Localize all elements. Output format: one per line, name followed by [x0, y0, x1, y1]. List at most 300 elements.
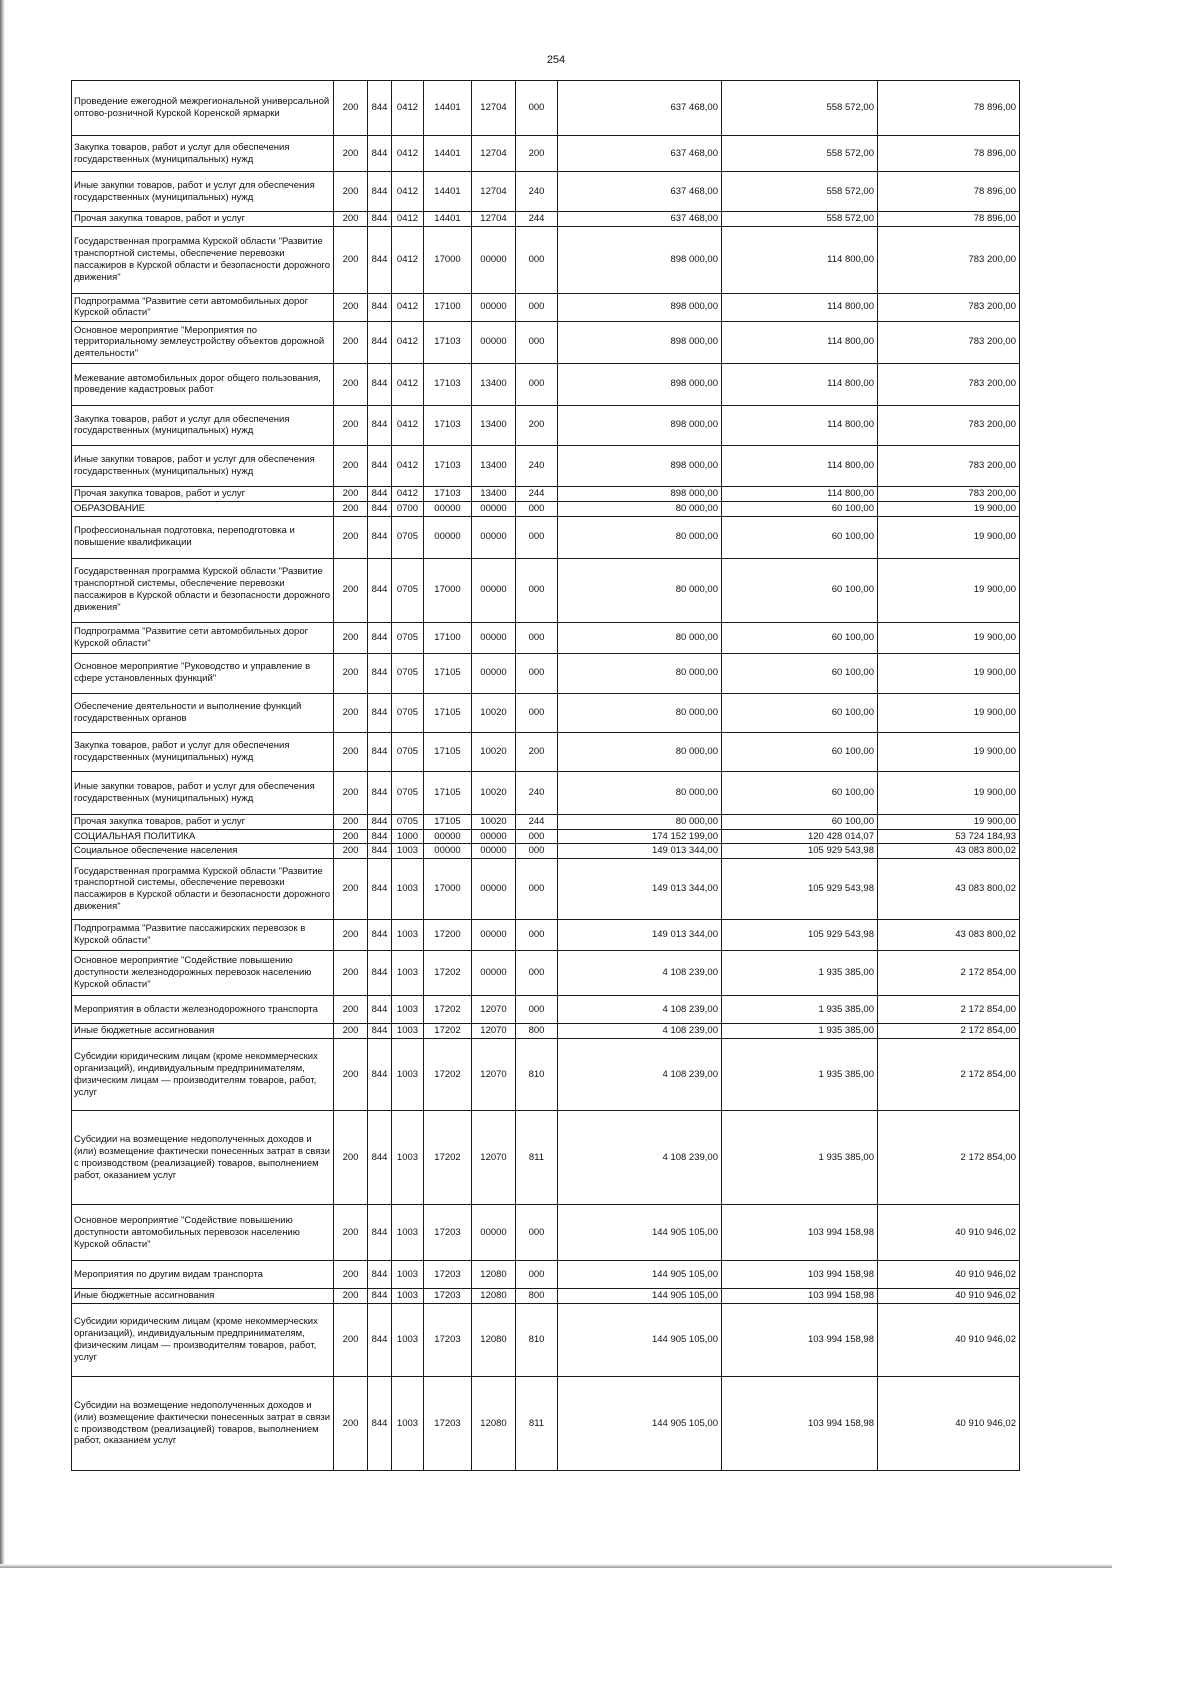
row-code-2: 844: [368, 226, 392, 293]
row-amount-2: 60 100,00: [722, 732, 878, 771]
row-code-6: 000: [516, 920, 558, 951]
row-code-3: 0412: [392, 172, 424, 212]
row-code-1: 200: [334, 212, 368, 227]
table-row: [72, 622, 1020, 653]
row-code-1: 200: [334, 172, 368, 212]
table-row: [72, 136, 1020, 172]
row-amount-2: 103 994 158,98: [722, 1261, 878, 1289]
row-code-5: 10020: [472, 732, 516, 771]
row-amount-3: 78 896,00: [878, 172, 1020, 212]
row-code-3: 1003: [392, 996, 424, 1024]
row-code-3: 1003: [392, 1261, 424, 1289]
row-code-4: 17103: [424, 321, 472, 363]
row-code-2: 844: [368, 516, 392, 558]
row-code-2: 844: [368, 1205, 392, 1261]
row-code-6: 240: [516, 445, 558, 486]
table-row: [72, 501, 1020, 516]
row-name: Обеспечение деятельности и выполнение функций государственных органов: [72, 693, 334, 732]
row-code-1: 200: [334, 293, 368, 321]
row-code-4: 17202: [424, 951, 472, 996]
row-amount-1: 144 905 105,00: [558, 1377, 722, 1471]
row-code-2: 844: [368, 445, 392, 486]
row-code-4: 17202: [424, 1039, 472, 1111]
row-code-1: 200: [334, 653, 368, 693]
row-amount-2: 103 994 158,98: [722, 1304, 878, 1377]
row-code-2: 844: [368, 920, 392, 951]
row-name: Подпрограмма "Развитие сети автомобильных дорог Курской области": [72, 293, 334, 321]
row-amount-3: 2 172 854,00: [878, 1024, 1020, 1039]
row-amount-1: 898 000,00: [558, 445, 722, 486]
row-code-6: 200: [516, 136, 558, 172]
row-name: Основное мероприятие "Содействие повышению доступности железнодорожных перевозок населению Курской области": [72, 951, 334, 996]
row-amount-1: 637 468,00: [558, 172, 722, 212]
row-amount-1: 4 108 239,00: [558, 1039, 722, 1111]
row-amount-2: 60 100,00: [722, 693, 878, 732]
row-amount-3: 2 172 854,00: [878, 1039, 1020, 1111]
table-row: [72, 920, 1020, 951]
row-code-1: 200: [334, 920, 368, 951]
row-code-6: 200: [516, 732, 558, 771]
row-code-3: 0705: [392, 516, 424, 558]
row-name: Прочая закупка товаров, работ и услуг: [72, 486, 334, 501]
row-code-1: 200: [334, 363, 368, 405]
row-name: Основное мероприятие "Мероприятия по территориальному землеустройству объектов дорожной деятельности": [72, 321, 334, 363]
row-code-2: 844: [368, 172, 392, 212]
table-row: [72, 1024, 1020, 1039]
row-amount-2: 1 935 385,00: [722, 951, 878, 996]
row-code-3: 0705: [392, 771, 424, 814]
row-code-3: 0705: [392, 653, 424, 693]
row-code-3: 0700: [392, 501, 424, 516]
row-code-4: 17202: [424, 1024, 472, 1039]
row-amount-1: 144 905 105,00: [558, 1205, 722, 1261]
row-code-4: 17000: [424, 226, 472, 293]
row-amount-3: 2 172 854,00: [878, 951, 1020, 996]
row-code-2: 844: [368, 321, 392, 363]
row-code-5: 00000: [472, 293, 516, 321]
row-code-4: 17203: [424, 1289, 472, 1304]
row-amount-1: 80 000,00: [558, 501, 722, 516]
row-code-2: 844: [368, 1039, 392, 1111]
row-name: Профессиональная подготовка, переподготовка и повышение квалификации: [72, 516, 334, 558]
row-name: Прочая закупка товаров, работ и услуг: [72, 814, 334, 829]
row-name: Иные закупки товаров, работ и услуг для обеспечения государственных (муниципальных) нужд: [72, 172, 334, 212]
row-code-2: 844: [368, 693, 392, 732]
row-code-6: 240: [516, 771, 558, 814]
row-code-2: 844: [368, 1304, 392, 1377]
row-code-3: 0412: [392, 363, 424, 405]
row-amount-2: 1 935 385,00: [722, 1024, 878, 1039]
row-amount-2: 558 572,00: [722, 136, 878, 172]
row-amount-3: 19 900,00: [878, 771, 1020, 814]
row-name: Подпрограмма "Развитие сети автомобильных дорог Курской области": [72, 622, 334, 653]
row-code-5: 13400: [472, 486, 516, 501]
row-name: Социальное обеспечение населения: [72, 844, 334, 859]
row-code-3: 0705: [392, 558, 424, 622]
table-row: [72, 1205, 1020, 1261]
row-code-4: 17203: [424, 1205, 472, 1261]
table-row: [72, 951, 1020, 996]
row-amount-3: 43 083 800,02: [878, 920, 1020, 951]
row-code-6: 240: [516, 172, 558, 212]
row-code-4: 17203: [424, 1261, 472, 1289]
row-amount-2: 60 100,00: [722, 501, 878, 516]
row-amount-1: 80 000,00: [558, 814, 722, 829]
row-code-5: 12080: [472, 1377, 516, 1471]
row-code-3: 1003: [392, 1289, 424, 1304]
row-name: Субсидии юридическим лицам (кроме некоммерческих организаций), индивидуальным предпринимателям, физическим лицам — производителям товаров, работ, услуг: [72, 1039, 334, 1111]
row-amount-2: 114 800,00: [722, 321, 878, 363]
row-code-3: 1003: [392, 1377, 424, 1471]
row-code-1: 200: [334, 732, 368, 771]
row-amount-3: 19 900,00: [878, 693, 1020, 732]
row-code-4: 17105: [424, 814, 472, 829]
row-code-1: 200: [334, 501, 368, 516]
row-amount-2: 558 572,00: [722, 81, 878, 136]
row-name: СОЦИАЛЬНАЯ ПОЛИТИКА: [72, 829, 334, 844]
row-amount-3: 783 200,00: [878, 293, 1020, 321]
row-code-4: 17100: [424, 622, 472, 653]
row-code-1: 200: [334, 321, 368, 363]
row-code-3: 1003: [392, 859, 424, 920]
row-code-1: 200: [334, 81, 368, 136]
row-amount-3: 2 172 854,00: [878, 1111, 1020, 1205]
row-code-5: 00000: [472, 859, 516, 920]
table-row: [72, 405, 1020, 445]
row-amount-3: 53 724 184,93: [878, 829, 1020, 844]
table-row: [72, 771, 1020, 814]
row-code-3: 0412: [392, 405, 424, 445]
row-name: Закупка товаров, работ и услуг для обеспечения государственных (муниципальных) нужд: [72, 136, 334, 172]
row-amount-3: 78 896,00: [878, 81, 1020, 136]
row-code-4: 00000: [424, 829, 472, 844]
row-name: Закупка товаров, работ и услуг для обеспечения государственных (муниципальных) нужд: [72, 732, 334, 771]
row-name: ОБРАЗОВАНИЕ: [72, 501, 334, 516]
row-code-1: 200: [334, 693, 368, 732]
row-amount-3: 19 900,00: [878, 501, 1020, 516]
row-amount-3: 43 083 800,02: [878, 859, 1020, 920]
row-amount-1: 80 000,00: [558, 771, 722, 814]
row-code-5: 00000: [472, 501, 516, 516]
row-code-6: 800: [516, 1289, 558, 1304]
row-code-4: 17203: [424, 1304, 472, 1377]
row-code-6: 244: [516, 814, 558, 829]
row-amount-3: 2 172 854,00: [878, 996, 1020, 1024]
row-code-1: 200: [334, 1261, 368, 1289]
table-row: [72, 516, 1020, 558]
row-code-3: 0705: [392, 693, 424, 732]
row-code-3: 0705: [392, 814, 424, 829]
row-name: Мероприятия в области железнодорожного транспорта: [72, 996, 334, 1024]
row-code-1: 200: [334, 136, 368, 172]
row-code-5: 12704: [472, 136, 516, 172]
row-code-3: 1003: [392, 920, 424, 951]
row-amount-2: 60 100,00: [722, 622, 878, 653]
table-row: [72, 859, 1020, 920]
row-amount-2: 103 994 158,98: [722, 1289, 878, 1304]
row-code-6: 200: [516, 405, 558, 445]
row-code-6: 000: [516, 363, 558, 405]
row-amount-2: 60 100,00: [722, 516, 878, 558]
row-code-3: 0412: [392, 212, 424, 227]
row-code-5: 00000: [472, 1205, 516, 1261]
row-amount-1: 144 905 105,00: [558, 1304, 722, 1377]
row-amount-3: 19 900,00: [878, 653, 1020, 693]
row-code-5: 00000: [472, 844, 516, 859]
row-amount-1: 637 468,00: [558, 81, 722, 136]
row-code-5: 10020: [472, 771, 516, 814]
table-row: [72, 1261, 1020, 1289]
row-name: Иные закупки товаров, работ и услуг для обеспечения государственных (муниципальных) нужд: [72, 445, 334, 486]
row-amount-2: 120 428 014,07: [722, 829, 878, 844]
row-amount-1: 4 108 239,00: [558, 1111, 722, 1205]
row-code-1: 200: [334, 844, 368, 859]
row-code-5: 12704: [472, 81, 516, 136]
row-code-1: 200: [334, 814, 368, 829]
row-code-2: 844: [368, 653, 392, 693]
row-code-2: 844: [368, 829, 392, 844]
row-amount-1: 898 000,00: [558, 405, 722, 445]
table-row: [72, 996, 1020, 1024]
row-code-1: 200: [334, 1111, 368, 1205]
row-amount-2: 105 929 543,98: [722, 920, 878, 951]
row-amount-3: 783 200,00: [878, 445, 1020, 486]
row-code-3: 0412: [392, 321, 424, 363]
row-code-2: 844: [368, 486, 392, 501]
row-code-1: 200: [334, 226, 368, 293]
row-name: Основное мероприятие "Руководство и управление в сфере установленных функций": [72, 653, 334, 693]
row-amount-3: 19 900,00: [878, 814, 1020, 829]
row-code-6: 000: [516, 996, 558, 1024]
row-code-4: 17103: [424, 363, 472, 405]
row-amount-1: 149 013 344,00: [558, 920, 722, 951]
row-code-3: 1003: [392, 1304, 424, 1377]
table-row: [72, 653, 1020, 693]
row-code-2: 844: [368, 81, 392, 136]
row-amount-2: 1 935 385,00: [722, 996, 878, 1024]
row-code-4: 00000: [424, 844, 472, 859]
row-code-1: 200: [334, 1024, 368, 1039]
row-code-3: 0412: [392, 293, 424, 321]
row-code-5: 12704: [472, 172, 516, 212]
row-code-6: 000: [516, 1205, 558, 1261]
row-code-5: 12080: [472, 1289, 516, 1304]
row-code-5: 13400: [472, 405, 516, 445]
row-amount-2: 1 935 385,00: [722, 1039, 878, 1111]
row-code-2: 844: [368, 951, 392, 996]
row-name: Субсидии на возмещение недополученных доходов и (или) возмещение фактически понесенных затрат в связи с производством (реализацией) товаров, выполнением работ, оказанием услуг: [72, 1111, 334, 1205]
row-code-6: 244: [516, 486, 558, 501]
table-row: [72, 363, 1020, 405]
row-code-5: 00000: [472, 321, 516, 363]
row-code-2: 844: [368, 844, 392, 859]
row-amount-2: 114 800,00: [722, 486, 878, 501]
row-code-6: 000: [516, 653, 558, 693]
row-name: Иные закупки товаров, работ и услуг для обеспечения государственных (муниципальных) нужд: [72, 771, 334, 814]
row-code-6: 000: [516, 558, 558, 622]
table-row: [72, 445, 1020, 486]
row-code-2: 844: [368, 996, 392, 1024]
row-code-6: 000: [516, 622, 558, 653]
row-code-5: 10020: [472, 693, 516, 732]
row-code-3: 1003: [392, 1024, 424, 1039]
table-row: [72, 1377, 1020, 1471]
table-row: [72, 486, 1020, 501]
table-row: [72, 844, 1020, 859]
table-row: [72, 814, 1020, 829]
row-code-3: 1003: [392, 1039, 424, 1111]
row-code-2: 844: [368, 732, 392, 771]
table-row: [72, 81, 1020, 136]
row-code-3: 0412: [392, 81, 424, 136]
row-code-3: 0705: [392, 622, 424, 653]
row-code-4: 14401: [424, 81, 472, 136]
row-amount-1: 898 000,00: [558, 321, 722, 363]
row-code-3: 0412: [392, 226, 424, 293]
row-amount-2: 114 800,00: [722, 405, 878, 445]
row-amount-3: 19 900,00: [878, 622, 1020, 653]
row-code-5: 00000: [472, 920, 516, 951]
row-code-2: 844: [368, 212, 392, 227]
row-amount-1: 898 000,00: [558, 293, 722, 321]
row-code-4: 17103: [424, 445, 472, 486]
row-code-6: 810: [516, 1304, 558, 1377]
row-code-5: 12704: [472, 212, 516, 227]
row-code-4: 17200: [424, 920, 472, 951]
row-name: Государственная программа Курской области "Развитие транспортной системы, обеспечение перевозки пассажиров в Курской области и безопасности дорожного движения": [72, 558, 334, 622]
row-code-5: 00000: [472, 653, 516, 693]
scan-edge-shadow: [0, 0, 5, 1568]
row-code-2: 844: [368, 1111, 392, 1205]
row-code-6: 811: [516, 1377, 558, 1471]
table-row: [72, 321, 1020, 363]
row-amount-3: 40 910 946,02: [878, 1289, 1020, 1304]
row-code-6: 810: [516, 1039, 558, 1111]
row-code-6: 000: [516, 1261, 558, 1289]
page-number: 254: [546, 54, 566, 66]
row-name: Закупка товаров, работ и услуг для обеспечения государственных (муниципальных) нужд: [72, 405, 334, 445]
row-amount-3: 19 900,00: [878, 732, 1020, 771]
row-code-1: 200: [334, 405, 368, 445]
row-amount-1: 898 000,00: [558, 226, 722, 293]
row-amount-3: 40 910 946,02: [878, 1377, 1020, 1471]
row-code-4: 14401: [424, 212, 472, 227]
row-name: Подпрограмма "Развитие пассажирских перевозок в Курской области": [72, 920, 334, 951]
table-row: [72, 732, 1020, 771]
row-code-6: 800: [516, 1024, 558, 1039]
row-code-6: 000: [516, 321, 558, 363]
row-amount-1: 80 000,00: [558, 558, 722, 622]
table-row: [72, 693, 1020, 732]
row-code-5: 12070: [472, 1111, 516, 1205]
row-amount-2: 558 572,00: [722, 212, 878, 227]
row-code-1: 200: [334, 558, 368, 622]
row-code-2: 844: [368, 814, 392, 829]
row-amount-3: 78 896,00: [878, 136, 1020, 172]
row-code-3: 0705: [392, 732, 424, 771]
row-code-3: 1003: [392, 844, 424, 859]
row-code-1: 200: [334, 829, 368, 844]
row-amount-1: 4 108 239,00: [558, 996, 722, 1024]
row-code-2: 844: [368, 859, 392, 920]
row-amount-3: 783 200,00: [878, 363, 1020, 405]
table-row: [72, 1289, 1020, 1304]
row-code-5: 12070: [472, 1039, 516, 1111]
row-code-5: 00000: [472, 951, 516, 996]
row-amount-1: 80 000,00: [558, 732, 722, 771]
row-amount-1: 637 468,00: [558, 212, 722, 227]
table-row: [72, 1039, 1020, 1111]
row-code-2: 844: [368, 363, 392, 405]
row-code-5: 12070: [472, 996, 516, 1024]
row-code-4: 17100: [424, 293, 472, 321]
row-code-1: 200: [334, 771, 368, 814]
row-code-5: 13400: [472, 363, 516, 405]
row-amount-2: 60 100,00: [722, 814, 878, 829]
row-amount-3: 40 910 946,02: [878, 1205, 1020, 1261]
row-amount-1: 80 000,00: [558, 622, 722, 653]
row-code-3: 0412: [392, 445, 424, 486]
row-code-6: 000: [516, 81, 558, 136]
row-code-2: 844: [368, 1261, 392, 1289]
row-amount-3: 783 200,00: [878, 405, 1020, 445]
row-name: Прочая закупка товаров, работ и услуг: [72, 212, 334, 227]
row-amount-3: 40 910 946,02: [878, 1261, 1020, 1289]
row-amount-3: 78 896,00: [878, 212, 1020, 227]
row-code-1: 200: [334, 1377, 368, 1471]
row-code-6: 000: [516, 226, 558, 293]
table-row: [72, 558, 1020, 622]
row-amount-1: 80 000,00: [558, 653, 722, 693]
row-code-5: 10020: [472, 814, 516, 829]
row-code-1: 200: [334, 951, 368, 996]
row-amount-2: 114 800,00: [722, 363, 878, 405]
row-code-2: 844: [368, 1377, 392, 1471]
row-amount-2: 60 100,00: [722, 771, 878, 814]
row-name: Государственная программа Курской области "Развитие транспортной системы, обеспечение перевозки пассажиров в Курской области и безопасности дорожного движения": [72, 226, 334, 293]
row-code-5: 00000: [472, 516, 516, 558]
row-amount-1: 898 000,00: [558, 486, 722, 501]
row-code-5: 12080: [472, 1261, 516, 1289]
row-name: Государственная программа Курской области "Развитие транспортной системы, обеспечение перевозки пассажиров в Курской области и безопасности дорожного движения": [72, 859, 334, 920]
row-code-4: 14401: [424, 136, 472, 172]
row-amount-2: 105 929 543,98: [722, 859, 878, 920]
row-code-6: 000: [516, 951, 558, 996]
row-name: Субсидии на возмещение недополученных доходов и (или) возмещение фактически понесенных затрат в связи с производством (реализацией) товаров, выполнением работ, оказанием услуг: [72, 1377, 334, 1471]
row-amount-3: 43 083 800,02: [878, 844, 1020, 859]
row-code-4: 17202: [424, 996, 472, 1024]
table-row: [72, 1304, 1020, 1377]
row-amount-1: 80 000,00: [558, 516, 722, 558]
row-amount-2: 60 100,00: [722, 558, 878, 622]
row-code-4: 17000: [424, 558, 472, 622]
row-code-1: 200: [334, 516, 368, 558]
row-code-1: 200: [334, 1039, 368, 1111]
row-code-3: 1003: [392, 951, 424, 996]
row-amount-1: 144 905 105,00: [558, 1289, 722, 1304]
row-code-6: 000: [516, 293, 558, 321]
row-amount-3: 19 900,00: [878, 558, 1020, 622]
row-code-6: 000: [516, 844, 558, 859]
row-code-1: 200: [334, 996, 368, 1024]
row-name: Проведение ежегодной межрегиональной универсальной оптово-розничной Курской Коренской ярмарки: [72, 81, 334, 136]
row-amount-3: 19 900,00: [878, 516, 1020, 558]
row-code-4: 17103: [424, 405, 472, 445]
row-code-2: 844: [368, 558, 392, 622]
row-code-6: 000: [516, 693, 558, 732]
row-code-4: 17000: [424, 859, 472, 920]
row-code-6: 000: [516, 859, 558, 920]
